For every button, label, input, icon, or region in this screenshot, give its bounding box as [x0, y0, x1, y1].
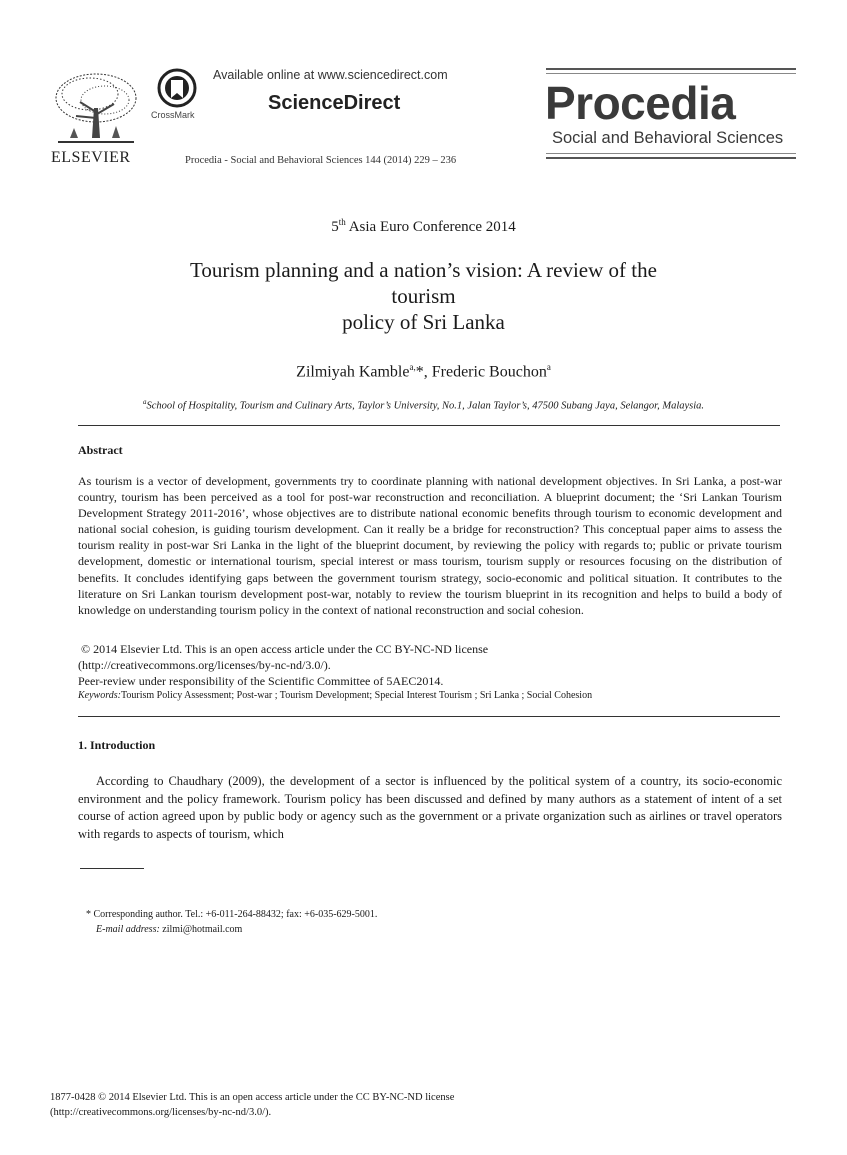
title-line-1: Tourism planning and a nation’s vision: A review of the: [190, 258, 657, 282]
author-list: [0, 362, 847, 381]
rule-below-abstract: [78, 716, 780, 717]
journal-reference: Procedia - Social and Behavioral Sciences 144 (2014) 229 – 236: [185, 155, 457, 166]
publisher-name: ELSEVIER: [51, 149, 131, 166]
affiliation-text: School of Hospitality, Tourism and Culinary Arts, Taylor’s University, No.1, Jalan Taylor’s, 47500 Subang Jaya, Selangor, Malaysia.: [146, 400, 705, 412]
paper-title: [0, 257, 847, 335]
email-note: [96, 924, 242, 935]
author-1: Zilmiyah Kamble: [296, 363, 410, 381]
abstract-body: As tourism is a vector of development, governments try to coordinate planning with national development objectives. In Sri Lanka, a post-war country, tourism has been perceived as a tool for post-war reconstruction and reconciliation. A blueprint document; the ‘Sri Lankan Tourism Development Strategy 2011-2016’, whose objectives are to distribute national economic benefits through tourism to economic development and national social cohesion, is guiding tourism development. Can it really be a bridge for reconstruction? This conceptual paper aims to assess the tourism reality in post-war Sri Lanka in the light of the blueprint document, by reviewing the policy with regards to; public or private tourism development, domestic or international tourism, special interest or mass tourism, tourism supply or resources focusing on the distribution of benefits. It concludes identifying gaps between the government tourism strategy, socio-economic and political situation. It contributes to the literature on Sri Lankan tourism development post-war, notably to review the tourism blueprint in its recognition and helps to build a body of knowledge on understanding tourism policy in the context of national reconstruction and social cohesion.: [78, 474, 782, 617]
affiliation-marker: a: [142, 398, 147, 406]
bottom-license-link[interactable]: (http://creativecommons.org/licenses/by-nc-nd/3.0/).: [50, 1107, 272, 1118]
introduction-body: According to Chaudhary (2009), the development of a sector is influenced by the political system of a country, its socio-economic environment and the policy framework. Tourism policy has been discussed and defined by many authors as a statement of intent of a set course of action agreed upon by public body or agency such as the government or a private organization such as airlines or travel operators with regards to aspects of tourism, which: [78, 774, 782, 841]
author-2-affiliation: a: [546, 362, 551, 372]
rule-above-abstract: [78, 425, 780, 426]
procedia-subtitle: Social and Behavioral Sciences: [552, 129, 784, 147]
abstract-heading: Abstract: [78, 443, 123, 457]
keywords-line: [78, 690, 782, 701]
sciencedirect-logo[interactable]: ScienceDirect: [268, 92, 401, 114]
elsevier-tree-logo: [50, 68, 142, 150]
introduction-heading: 1. Introduction: [78, 738, 156, 752]
procedia-rule-bottom: [546, 157, 796, 159]
available-online-text: Available online at www.sciencedirect.com: [213, 68, 448, 82]
email-label: E-mail address:: [96, 924, 160, 935]
affiliation: [0, 398, 847, 412]
license-block: [78, 641, 782, 689]
keywords-label: Keywords:: [78, 690, 121, 701]
conference-ordinal: th: [338, 217, 346, 227]
author-1-affiliation: a,: [409, 362, 416, 372]
corresponding-author-note: * Corresponding author. Tel.: +6-011-264-88432; fax: +6-035-629-5001.: [86, 909, 378, 920]
corresponding-mark: *: [415, 363, 424, 381]
license-link[interactable]: (http://creativecommons.org/licenses/by-nc-nd/3.0/).: [78, 658, 331, 672]
email-address[interactable]: zilmi@hotmail.com: [162, 924, 243, 935]
crossmark-icon[interactable]: [157, 68, 197, 108]
footnote-rule: [80, 868, 144, 869]
procedia-rule-top: [546, 68, 796, 70]
procedia-rule-top-thin: [546, 73, 796, 74]
conference-number: 5: [331, 219, 339, 235]
issn-license-line: 1877-0428 © 2014 Elsevier Ltd. This is an open access article under the CC BY-NC-ND license: [50, 1092, 455, 1103]
procedia-logo: Procedia: [545, 77, 736, 129]
peer-review-line: Peer-review under responsibility of the Scientific Committee of 5AEC2014.: [78, 674, 444, 688]
procedia-rule-bottom-thin: [546, 153, 796, 154]
conference-line: [0, 217, 847, 236]
title-line-2: tourism: [391, 284, 456, 308]
author-separator: ,: [423, 363, 432, 381]
crossmark-label: CrossMark: [151, 110, 195, 120]
conference-name: Asia Euro Conference 2014: [348, 219, 516, 235]
keywords-list: Tourism Policy Assessment; Post-war ; Tourism Development; Special Interest Tourism ; Sri Lanka ; Social Cohesion: [120, 690, 593, 701]
title-line-3: policy of Sri Lanka: [342, 310, 505, 334]
copyright-line: © 2014 Elsevier Ltd. This is an open access article under the CC BY-NC-ND license: [81, 642, 489, 656]
author-2: Frederic Bouchon: [431, 363, 547, 381]
